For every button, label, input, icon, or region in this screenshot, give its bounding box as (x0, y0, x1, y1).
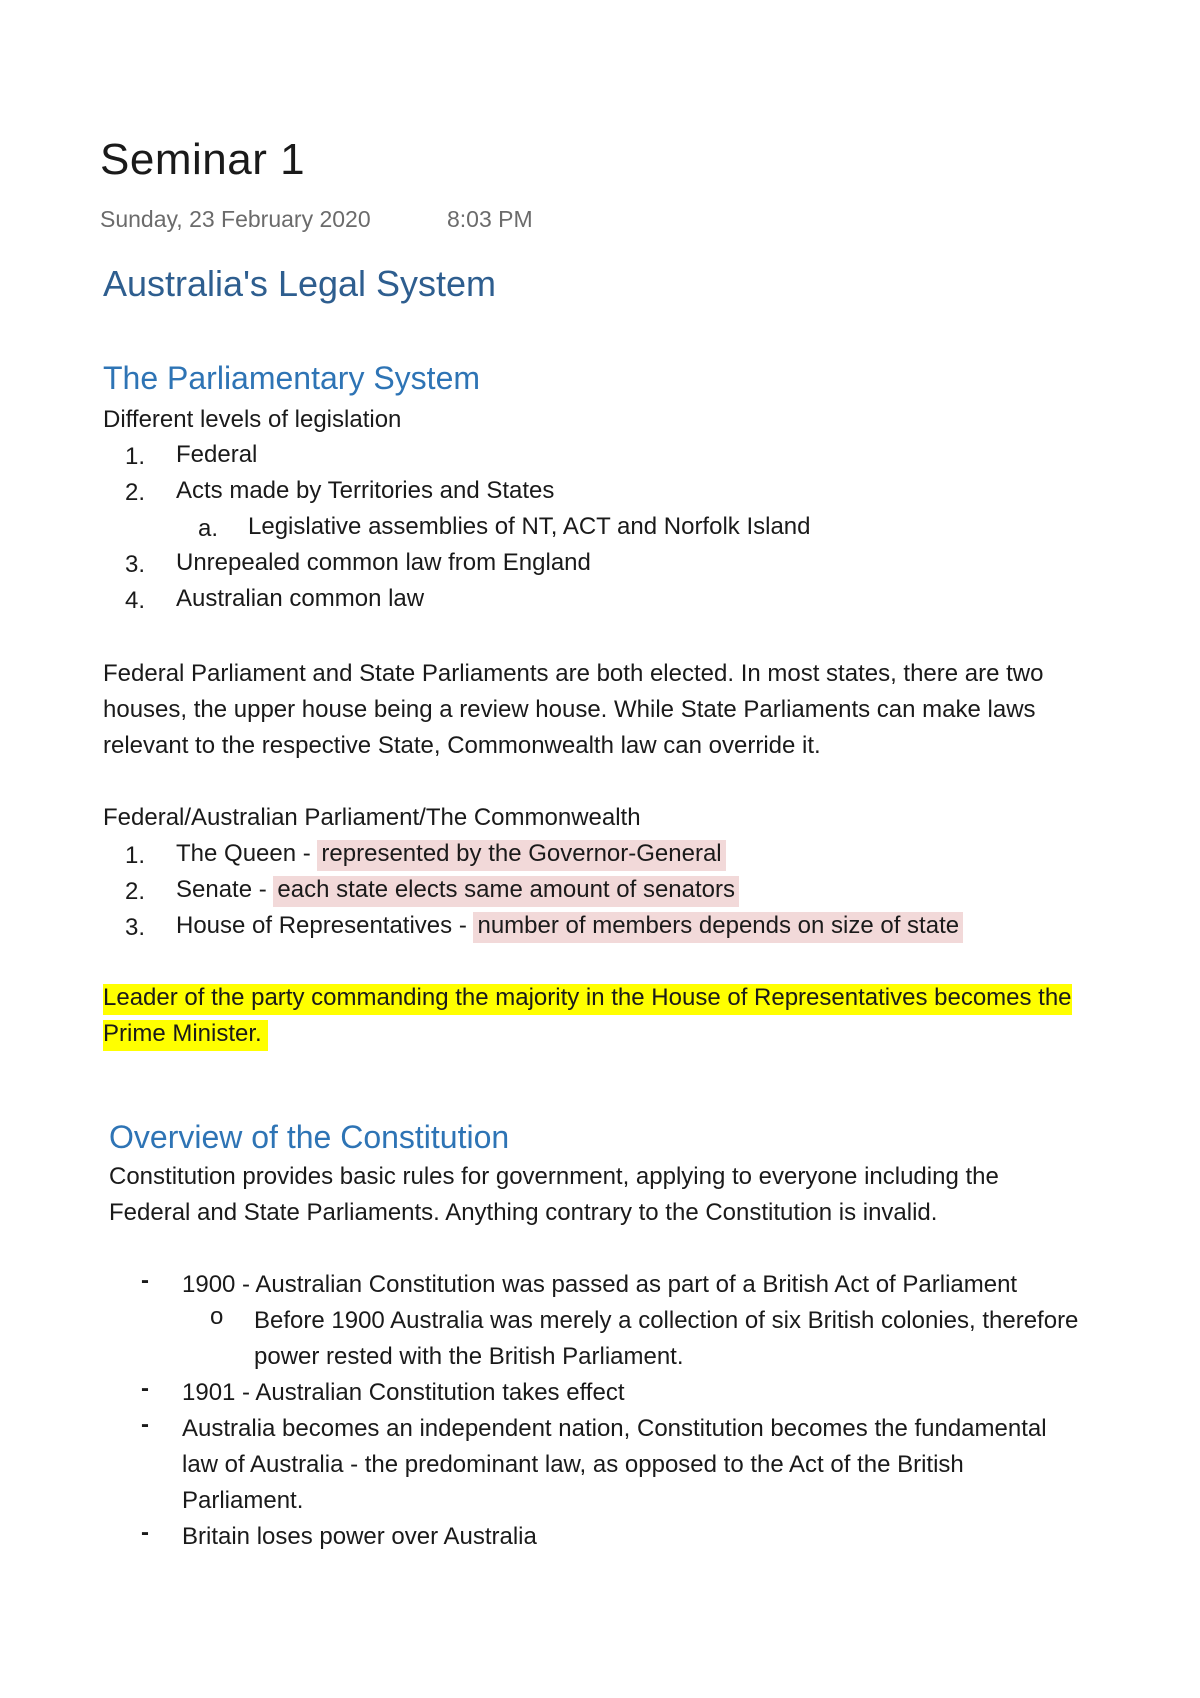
list-number: 2. (124, 479, 145, 506)
bullet-text: 1901 - Australian Constitution takes effect (182, 1379, 625, 1406)
paragraph-line: relevant to the respective State, Commonwealth law can override it. (103, 732, 821, 759)
page-time: 8:03 PM (447, 206, 533, 232)
list-letter: a. (197, 515, 218, 542)
levels-intro: Different levels of legislation (103, 406, 402, 433)
pm-note-line (103, 1016, 268, 1052)
dash-bullet-icon: - (141, 1267, 149, 1294)
federal-item (176, 908, 963, 944)
dash-bullet-icon: - (141, 1519, 149, 1546)
bullet-text: Parliament. (182, 1487, 304, 1514)
list-number: 1. (124, 842, 145, 869)
bullet-text: Britain loses power over Australia (182, 1523, 537, 1550)
list-item: Australian common law (176, 585, 425, 612)
list-number: 3. (124, 914, 145, 941)
bullet-text: power rested with the British Parliament. (254, 1343, 684, 1370)
yellow-highlight: Leader of the party commanding the majority in the House of Representatives becomes the (103, 984, 1072, 1015)
list-number: 3. (124, 551, 145, 578)
bullet-text: Before 1900 Australia was merely a collection of six British colonies, therefore (254, 1307, 1079, 1334)
bullet-text: 1900 - Australian Constitution was passed as part of a British Act of Parliament (182, 1271, 1018, 1298)
list-subitem: Legislative assemblies of NT, ACT and Norfolk Island (248, 513, 811, 540)
highlighted-text: represented by the Governor-General (317, 840, 725, 871)
federal-item-label: House of Representatives - (176, 912, 474, 939)
federal-item (176, 836, 726, 872)
bullet-text: Australia becomes an independent nation, Constitution becomes the fundamental (182, 1415, 1047, 1442)
yellow-highlight: Prime Minister. (103, 1020, 268, 1051)
list-item: Acts made by Territories and States (176, 477, 555, 504)
page-title: Seminar 1 (100, 135, 306, 184)
paragraph-line: houses, the upper house being a review house. While State Parliaments can make laws (103, 696, 1036, 723)
list-number: 1. (124, 443, 145, 470)
list-number: 2. (124, 878, 145, 905)
section-heading-constitution: Overview of the Constitution (109, 1119, 510, 1155)
section-heading-legal-system: Australia's Legal System (103, 263, 497, 304)
federal-item (176, 872, 739, 908)
dash-bullet-icon: - (141, 1375, 149, 1402)
bullet-text: law of Australia - the predominant law, as opposed to the Act of the British (182, 1451, 964, 1478)
federal-item-label: The Queen - (176, 840, 318, 867)
paragraph-line: Federal Parliament and State Parliaments are both elected. In most states, there are two (103, 660, 1044, 687)
federal-heading: Federal/Australian Parliament/The Commonwealth (103, 804, 641, 831)
pm-note-line (103, 980, 1072, 1016)
page-date: Sunday, 23 February 2020 (100, 206, 371, 232)
federal-item-label: Senate - (176, 876, 274, 903)
circle-bullet-icon: o (210, 1303, 224, 1330)
paragraph-line: Federal and State Parliaments. Anything contrary to the Constitution is invalid. (109, 1199, 938, 1226)
dash-bullet-icon: - (141, 1411, 149, 1438)
list-item: Unrepealed common law from England (176, 549, 591, 576)
list-number: 4. (124, 587, 145, 614)
list-item: Federal (176, 441, 258, 468)
highlighted-text: number of members depends on size of state (473, 912, 963, 943)
paragraph-line: Constitution provides basic rules for government, applying to everyone including the (109, 1163, 999, 1190)
highlighted-text: each state elects same amount of senators (273, 876, 739, 907)
section-heading-parliamentary: The Parliamentary System (103, 360, 481, 396)
